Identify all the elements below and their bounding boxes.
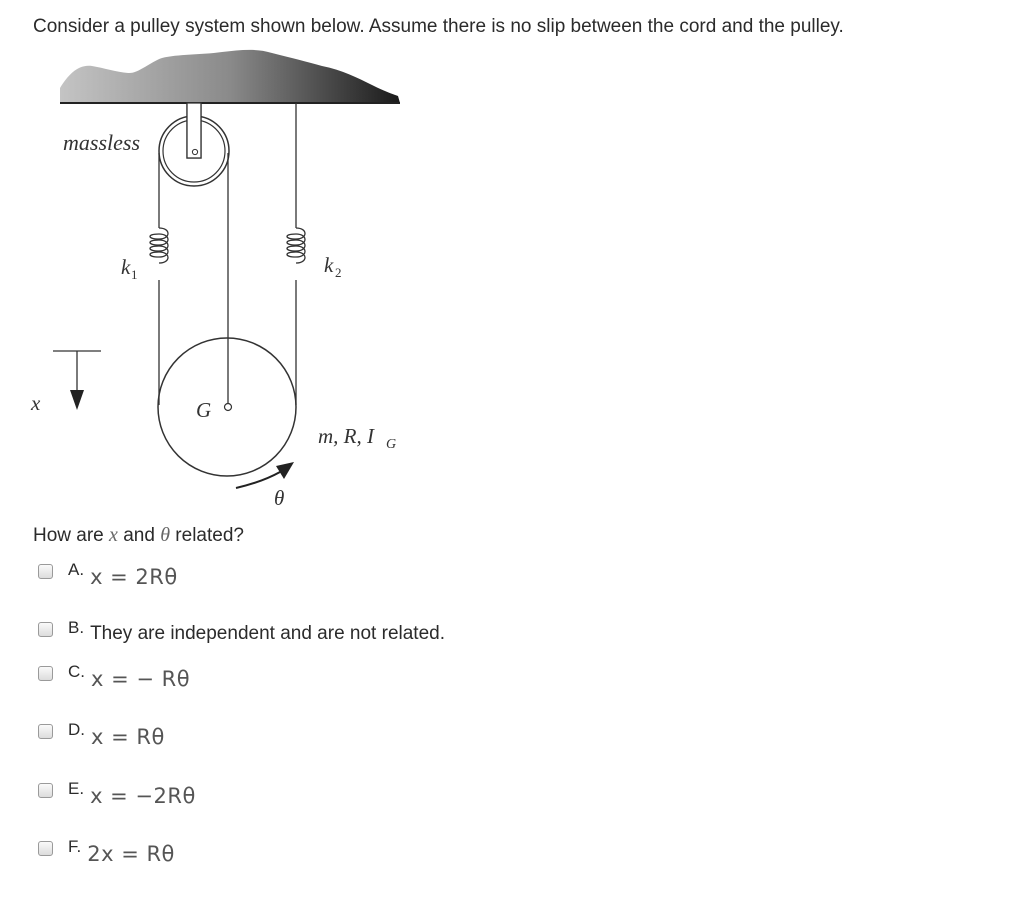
label-params: m, R, I (318, 424, 374, 448)
question-text: Consider a pulley system shown below. Assume there is no slip between the cord and the pulley. (33, 16, 844, 37)
top-pulley-pin (192, 149, 197, 154)
option-b-letter: B. (68, 618, 85, 637)
option-c-text: x = − Rθ (91, 667, 191, 691)
option-d-checkbox[interactable] (38, 724, 53, 739)
option-c-letter: C. (68, 662, 85, 681)
label-k2: k (324, 253, 334, 277)
label-theta: θ (274, 486, 285, 510)
option-f-letter: F. (68, 837, 82, 856)
option-f-checkbox[interactable] (38, 841, 53, 856)
option-f-text: 2x = Rθ (87, 842, 175, 866)
spring-k2 (287, 228, 305, 263)
center-G-pin (225, 404, 232, 411)
option-b-text: They are independent and are not related. (90, 623, 445, 644)
option-b-checkbox[interactable] (38, 622, 53, 637)
label-massless: massless (63, 130, 141, 155)
x-arrow (70, 390, 84, 410)
spring-k1 (150, 228, 168, 263)
option-a-letter: A. (68, 560, 85, 579)
label-k1: k (121, 255, 131, 279)
option-e-text: x = −2Rθ (90, 784, 196, 808)
option-d[interactable] (38, 720, 165, 749)
option-a[interactable] (38, 560, 178, 589)
option-e-checkbox[interactable] (38, 783, 53, 798)
pulley-figure (0, 0, 520, 520)
label-G: G (196, 398, 212, 422)
sub-question-suffix: related? (170, 525, 244, 546)
label-x: x (31, 391, 41, 415)
var-theta: θ (160, 524, 171, 546)
option-f[interactable] (38, 837, 175, 866)
sub-question-prefix: How are (33, 525, 110, 546)
option-a-checkbox[interactable] (38, 564, 53, 579)
sub-question-mid: and (117, 525, 161, 546)
option-e-letter: E. (68, 779, 85, 798)
option-d-letter: D. (68, 720, 85, 739)
label-params-sub: G (386, 437, 397, 452)
option-d-text: x = Rθ (91, 725, 165, 749)
option-c-checkbox[interactable] (38, 666, 53, 681)
label-k1-sub: 1 (131, 267, 138, 282)
ceiling (60, 50, 400, 103)
option-a-text: x = 2Rθ (90, 565, 178, 589)
sub-question (33, 524, 244, 547)
option-b[interactable] (38, 618, 445, 645)
option-e[interactable] (38, 779, 196, 808)
label-k2-sub: 2 (335, 265, 342, 280)
option-c[interactable] (38, 662, 190, 691)
var-x: x (109, 524, 118, 546)
